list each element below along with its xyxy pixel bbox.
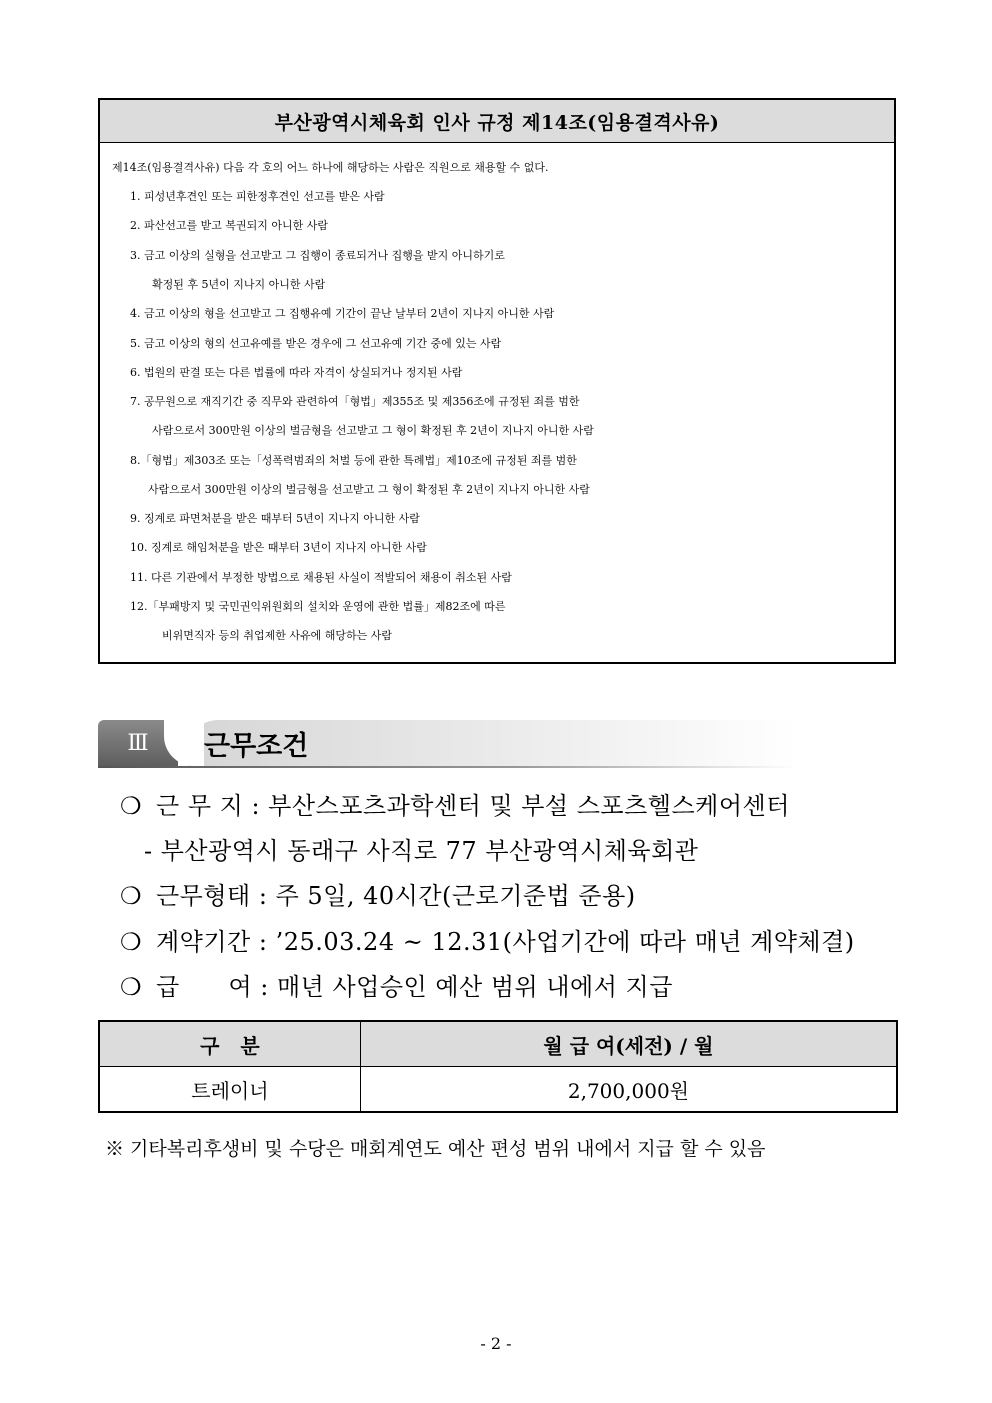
condition-workplace bbox=[120, 786, 790, 821]
table-cell-amount: 2,700,000원 bbox=[360, 1067, 897, 1113]
regulation-item: 6. 법원의 판결 또는 다른 법률에 따라 자격이 상실되거나 정지된 사람 bbox=[130, 366, 463, 379]
page-number: - 2 - bbox=[480, 1334, 512, 1353]
section-underline bbox=[98, 766, 798, 768]
condition-work-type bbox=[120, 876, 636, 911]
condition-contract bbox=[120, 922, 855, 957]
section-number: Ⅲ bbox=[98, 720, 178, 766]
regulation-item-continued: 사람으로서 300만원 이상의 벌금형을 선고받고 그 형이 확정된 후 2년이 지나지 아니한 사람 bbox=[148, 483, 590, 496]
regulation-item: 12.「부패방지 및 국민권익위원회의 설치와 운영에 관한 법률」제82조에 따른 bbox=[130, 600, 506, 613]
regulation-item: 1. 피성년후견인 또는 피한정후견인 선고를 받은 사람 bbox=[130, 190, 385, 203]
regulation-item: 4. 금고 이상의 형을 선고받고 그 집행유예 기간이 끝난 날부터 2년이 지나지 아니한 사람 bbox=[130, 307, 555, 320]
condition-salary bbox=[120, 967, 673, 1002]
regulation-item: 3. 금고 이상의 실형을 선고받고 그 집행이 종료되거나 집행을 받지 아니하기로 bbox=[130, 249, 505, 262]
table-row bbox=[99, 1067, 897, 1113]
regulation-item: 9. 징계로 파면처분을 받은 때부터 5년이 지나지 아니한 사람 bbox=[130, 512, 420, 525]
table-header-row bbox=[99, 1021, 897, 1067]
regulation-box bbox=[98, 98, 896, 664]
table-cell-position: 트레이너 bbox=[99, 1067, 360, 1113]
regulation-item: 7. 공무원으로 재직기간 중 직무와 관련하여「형법」제355조 및 제356조에 규정된 죄를 범한 bbox=[130, 395, 580, 408]
regulation-intro: 제14조(임용결격사유) 다음 각 호의 어느 하나에 해당하는 사람은 직원으로 채용할 수 없다. bbox=[112, 161, 549, 174]
condition-text: 근 무 지 : 부산스포츠과학센터 및 부설 스포츠헬스케어센터 bbox=[156, 792, 790, 820]
circle-bullet-icon: ❍ bbox=[120, 882, 143, 910]
circle-bullet-icon: ❍ bbox=[120, 792, 143, 820]
regulation-item: 8.「형법」제303조 또는「성폭력범죄의 처벌 등에 관한 특례법」제10조에 규정된 죄를 범한 bbox=[130, 454, 577, 467]
section-header bbox=[98, 720, 798, 768]
circle-bullet-icon: ❍ bbox=[120, 973, 143, 1001]
condition-text: 계약기간 : ’25.03.24 ~ 12.31(사업기간에 따라 매년 계약체결) bbox=[156, 928, 855, 956]
regulation-item-continued: 확정된 후 5년이 지나지 아니한 사람 bbox=[152, 278, 326, 291]
regulation-item: 11. 다른 기관에서 부정한 방법으로 채용된 사실이 적발되어 채용이 취소된 사람 bbox=[130, 571, 512, 584]
regulation-item: 2. 파산선고를 받고 복권되지 아니한 사람 bbox=[130, 219, 328, 232]
regulation-item: 10. 징계로 해임처분을 받은 때부터 3년이 지나지 아니한 사람 bbox=[130, 541, 427, 554]
regulation-title: 부산광역시체육회 인사 규정 제14조(임용결격사유) bbox=[100, 100, 894, 143]
regulation-item-continued: 비위면직자 등의 취업제한 사유에 해당하는 사람 bbox=[162, 629, 393, 642]
table-header-category: 구 분 bbox=[99, 1021, 360, 1067]
section-title: 근무조건 bbox=[204, 731, 309, 762]
circle-bullet-icon: ❍ bbox=[120, 928, 143, 956]
table-header-salary: 월 급 여(세전) / 월 bbox=[360, 1021, 897, 1067]
salary-table bbox=[98, 1020, 898, 1113]
regulation-item: 5. 금고 이상의 형의 선고유예를 받은 경우에 그 선고유예 기간 중에 있는 사람 bbox=[130, 337, 502, 350]
condition-text: 근무형태 : 주 5일, 40시간(근로기준법 준용) bbox=[156, 882, 636, 910]
regulation-item-continued: 사람으로서 300만원 이상의 벌금형을 선고받고 그 형이 확정된 후 2년이 지나지 아니한 사람 bbox=[152, 424, 594, 437]
condition-text: 급 여 : 매년 사업승인 예산 범위 내에서 지급 bbox=[156, 973, 673, 1001]
condition-address: - 부산광역시 동래구 사직로 77 부산광역시체육회관 bbox=[144, 837, 699, 865]
footnote: ※ 기타복리후생비 및 수당은 매회계연도 예산 편성 범위 내에서 지급 할 수 있음 bbox=[105, 1138, 766, 1160]
